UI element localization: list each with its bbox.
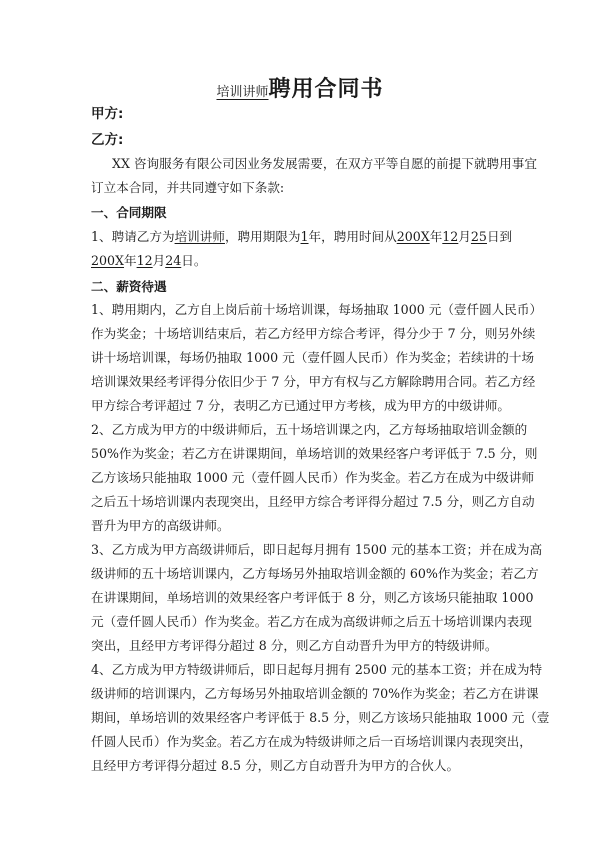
clause-line: 4、乙方成为甲方特级讲师后，即日起每月拥有 2500 元的基本工资；并在成为特	[91, 662, 543, 677]
clause-line: 晋升为甲方的高级讲师。	[91, 518, 230, 533]
title-role: 培训讲师	[216, 85, 269, 100]
clause-line: 之后五十场培训课内表现突出，且经甲方综合考评得分超过 7.5 分，则乙方自动	[91, 494, 535, 509]
title-main: 聘用合同书	[268, 77, 384, 102]
clause-line: 50%作为奖金；若乙方在讲课期间，单场培训的效果经客户考评低于 7.5 分，则	[91, 446, 538, 461]
section1-line: 1、聘请乙方为培训讲师，聘用期限为1年，聘用时间从200X年12月25日到	[91, 229, 513, 244]
clause-line: 3、乙方成为甲方高级讲师后，即日起每月拥有 1500 元的基本工资；并在成为高	[91, 542, 543, 557]
role-field: 培训讲师	[174, 229, 225, 244]
clause-line: 作为奖金；十场培训结束后，若乙方经甲方综合考评，得分少于 7 分，则另外续	[91, 326, 536, 341]
section1-heading: 一、合同期限	[91, 205, 167, 220]
clause-line: 且经甲方考评得分超过 8.5 分，则乙方自动晋升为甲方的合伙人。	[91, 758, 460, 773]
end-year-field: 200X	[91, 253, 125, 268]
end-day-field: 24	[165, 253, 182, 268]
page-title	[0, 72, 600, 103]
clause-line: 期间，单场培训的效果经客户考评低于 8.5 分，则乙方该场只能抽取 1000 元（壹	[91, 710, 550, 725]
intro-line: XX 咨询服务有限公司因业务发展需要，在双方平等自愿的前提下就聘用事宜	[112, 156, 537, 171]
clause-line: 1、聘用期内，乙方自上岗后前十场培训课，每场抽取 1000 元（壹仟圆人民币）	[91, 302, 543, 317]
start-year-field: 200X	[396, 229, 430, 244]
clause-line: 突出，且经甲方考评得分超过 8 分，则乙方自动晋升为甲方的特级讲师。	[91, 638, 498, 653]
clause-line: 在讲课期间，单场培训的效果经客户考评低于 8 分，则乙方该场只能抽取 1000	[91, 590, 534, 605]
clause-line: 2、乙方成为甲方的中级讲师后，五十场培训课之内，乙方每场抽取培训金额的	[91, 422, 528, 437]
clause-line: 元（壹仟圆人民币）作为奖金。若乙方在成为高级讲师之后五十场培训课内表现	[91, 614, 532, 629]
clause-line: 仟圆人民币）作为奖金。若乙方在成为特级讲师之后一百场培训课内表现突出，	[91, 734, 532, 749]
start-day-field: 25	[470, 229, 487, 244]
years-field: 1	[300, 229, 309, 244]
clause-line: 级讲师的五十场培训课内，乙方每场另外抽取培训金额的 60%作为奖金；若乙方	[91, 566, 539, 581]
intro-line: 订立本合同，并共同遵守如下条款:	[91, 180, 285, 195]
clause-line: 讲十场培训课，每场仍抽取 1000 元（壹仟圆人民币）作为奖金；若续讲的十场	[91, 350, 535, 365]
section1-line: 200X年12月24日。	[91, 253, 207, 268]
clause-line: 甲方综合考评超过 7 分，表明乙方已通过甲方考核，成为甲方的中级讲师。	[91, 398, 511, 413]
clause-line: 级讲师的培训课内，乙方每场另外抽取培训金额的 70%作为奖金；若乙方在讲课	[91, 686, 539, 701]
section2-heading: 二、薪资待遇	[91, 279, 167, 294]
clause-line: 乙方该场只能抽取 1000 元（壹仟圆人民币）作为奖金。若乙方在成为中级讲师	[91, 470, 535, 485]
party-a-label: 甲方:	[91, 106, 124, 122]
end-month-field: 12	[136, 253, 153, 268]
start-month-field: 12	[442, 229, 459, 244]
clause-line: 培训课效果经考评得分依旧少于 7 分，甲方有权与乙方解除聘用合同。若乙方经	[91, 374, 536, 389]
party-b-label: 乙方:	[91, 132, 124, 148]
